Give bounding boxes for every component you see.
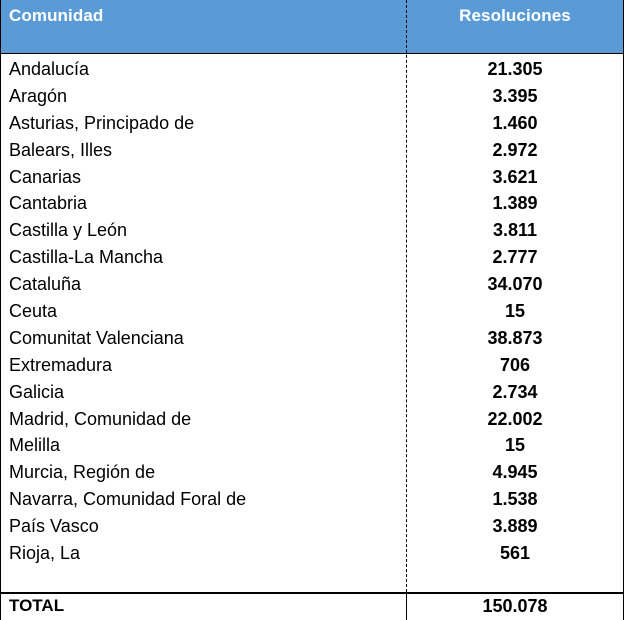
table-row: [0, 378, 624, 405]
community-name: Galicia: [9, 381, 65, 402]
table-row: [0, 405, 624, 432]
resolutions-value: 15: [504, 435, 526, 456]
community-name: Madrid, Comunidad de: [9, 408, 192, 429]
column-divider: [406, 0, 407, 592]
resolutions-value: 3.621: [492, 166, 538, 187]
table-row: [0, 82, 624, 109]
community-name: País Vasco: [9, 516, 99, 537]
table-row: [0, 270, 624, 297]
table-row: [0, 189, 624, 216]
community-name: Comunitat Valenciana: [9, 327, 184, 348]
table-row: [0, 297, 624, 324]
community-name: Ceuta: [9, 301, 58, 322]
community-name: Murcia, Región de: [9, 462, 156, 483]
resolutions-value: 1.389: [492, 193, 538, 214]
community-name: Andalucía: [9, 59, 90, 79]
resolutions-value: 34.070: [487, 274, 543, 295]
community-name: Castilla y León: [9, 220, 128, 241]
table-row: [0, 136, 624, 163]
table-left-border: [0, 0, 1, 620]
table-row: [0, 485, 624, 512]
resolutions-value: 1.460: [492, 112, 538, 133]
resolutions-value: 2.734: [492, 381, 538, 402]
table-row: [0, 458, 624, 485]
table-row: [0, 55, 624, 82]
resolutions-value: 3.395: [492, 85, 538, 106]
community-name: Extremadura: [9, 354, 113, 375]
resolutions-value: 561: [499, 543, 531, 564]
community-name: Cataluña: [9, 274, 82, 295]
community-name: Aragón: [9, 85, 68, 106]
resolutions-value: 1.538: [492, 489, 538, 510]
resolutions-value: 3.889: [492, 516, 538, 537]
resolutions-value: 22.002: [487, 408, 543, 429]
resolutions-value: 706: [499, 354, 531, 375]
community-name: Castilla-La Mancha: [9, 247, 164, 268]
table-row: [0, 163, 624, 190]
total-row: [0, 594, 624, 620]
table-row: [0, 109, 624, 136]
table-row: [0, 243, 624, 270]
resolutions-value: 38.873: [487, 327, 543, 348]
community-name: Melilla: [9, 435, 61, 456]
table-row: [0, 512, 624, 539]
total-value: 150.078: [482, 596, 548, 616]
total-label: TOTAL: [9, 596, 65, 615]
table-row: [0, 539, 624, 566]
header-resolutions: Resoluciones: [459, 6, 571, 25]
table-row: [0, 216, 624, 243]
community-name: Balears, Illes: [9, 139, 113, 160]
table-row: [0, 324, 624, 351]
community-name: Cantabria: [9, 193, 88, 214]
community-name: Rioja, La: [9, 543, 81, 564]
table-row: [0, 431, 624, 458]
community-name: Navarra, Comunidad Foral de: [9, 489, 247, 510]
resolutions-value: 21.305: [487, 59, 543, 79]
table-body: [0, 55, 624, 566]
resolutions-value: 2.777: [492, 247, 538, 268]
resolutions-value: 4.945: [492, 462, 538, 483]
community-name: Asturias, Principado de: [9, 112, 195, 133]
resolutions-value: 2.972: [492, 139, 538, 160]
table-header: [0, 0, 624, 54]
header-community: Comunidad: [9, 6, 104, 25]
community-name: Canarias: [9, 166, 82, 187]
table-row: [0, 351, 624, 378]
resolutions-value: 15: [504, 301, 526, 322]
resolutions-value: 3.811: [492, 220, 538, 241]
